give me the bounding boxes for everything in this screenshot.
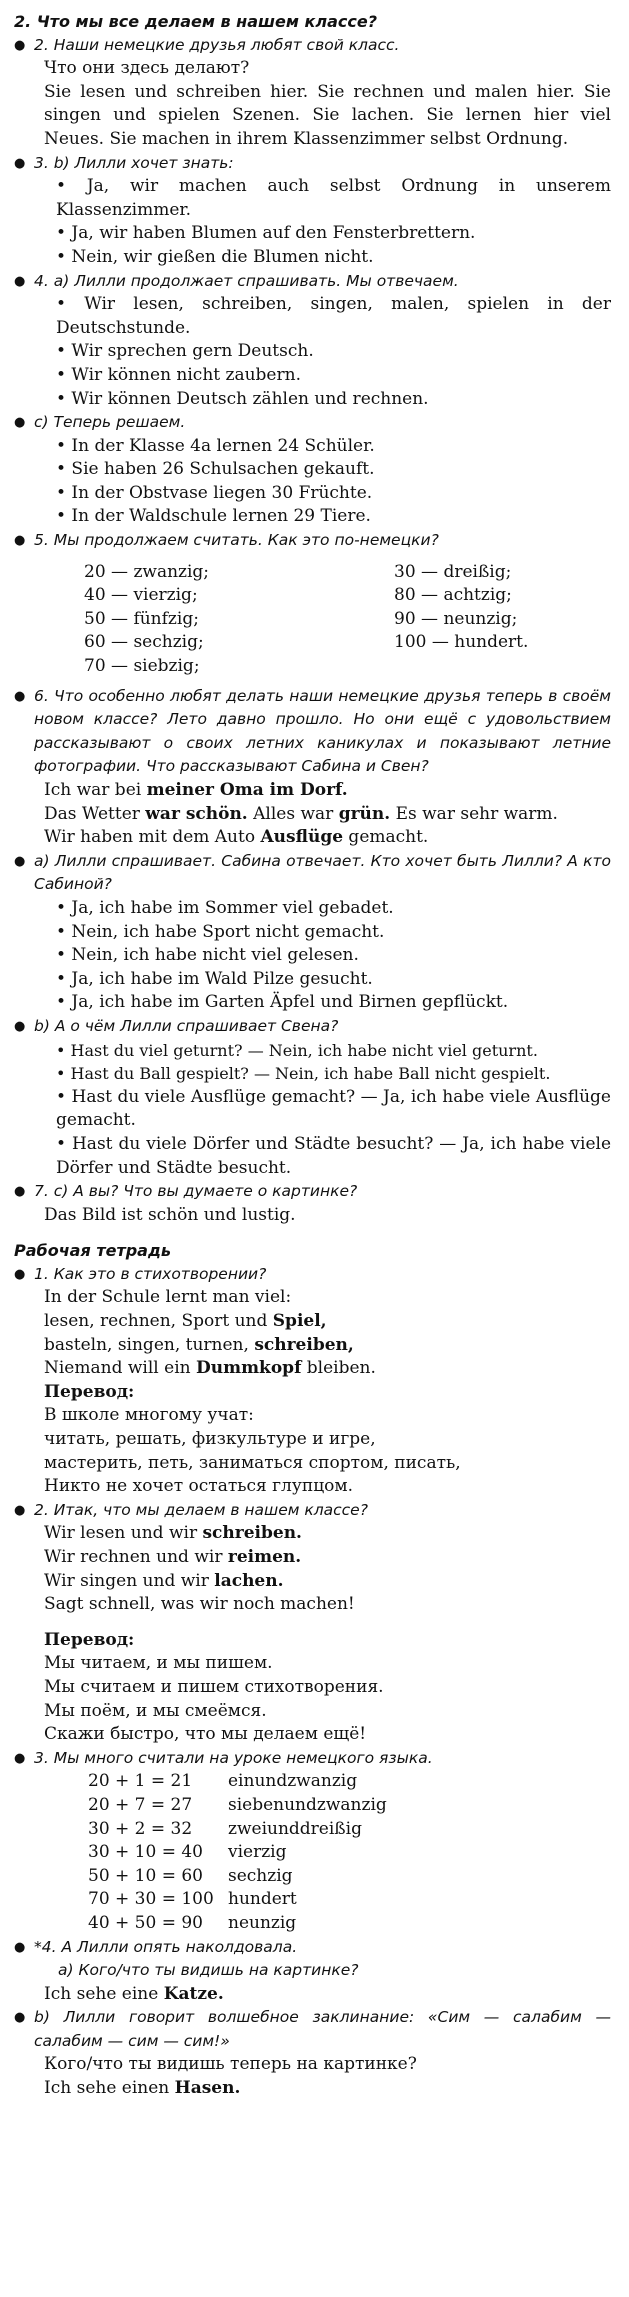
translation-label: Перевод: <box>44 1381 135 1402</box>
number-entry: 30 — dreißig; <box>394 561 512 582</box>
list-item: • Wir können Deutsch zählen und rechnen. <box>56 388 429 409</box>
task-6-line-1: Ich war bei meiner Oma im Dorf. <box>44 780 348 800</box>
wb-2-heading: ● 2. Итак, что мы делаем в нашем классе? <box>14 1499 611 1523</box>
poem-line: Niemand will ein Dummkopf bleiben. <box>44 1358 376 1379</box>
poem-line: basteln, singen, turnen, schreiben, <box>44 1334 354 1355</box>
number-entry: 80 — achtzig; <box>394 585 512 606</box>
translation-line: В школе многому учат: <box>44 1405 254 1426</box>
wb-4b-answer: Ich sehe einen Hasen. <box>44 2078 241 2099</box>
list-item: • Hast du Ball gespielt? — Nein, ich habe Ball nicht gespielt. <box>56 1064 551 1084</box>
task-7c-heading: ● 7. с) А вы? Что вы думаете о картинке? <box>14 1180 611 1204</box>
number-entry: 100 — hundert. <box>394 632 529 653</box>
task-7c-answer: Das Bild ist schön und lustig. <box>44 1204 296 1225</box>
poem-line: Sagt schnell, was wir noch machen! <box>44 1594 355 1615</box>
number-entry: 60 — sechzig; <box>84 632 204 653</box>
number-entry: 40 — vierzig; <box>84 585 198 606</box>
workbook-title: Рабочая тетрадь <box>14 1241 171 1261</box>
translation-line: Скажи быстро, что мы делаем ещё! <box>44 1724 367 1745</box>
translation-line: Мы считаем и пишем стихотворения. <box>44 1676 384 1697</box>
task-6-line-2: Das Wetter war schön. Alles war grün. Es war sehr warm. <box>44 803 558 824</box>
list-item: • Nein, ich habe nicht viel gelesen. <box>56 945 359 966</box>
list-item: • Nein, ich habe Sport nicht gemacht. <box>56 921 385 942</box>
wb-4b-heading: ● b) Лилли говорит волшебное заклинание: «Сим — салабим — салабим — сим — сим!» <box>14 2006 611 2053</box>
sum-row: 70 + 30 = 100 hundert <box>88 1889 297 1910</box>
sum-row: 20 + 7 = 27 siebenundzwanzig <box>88 1794 387 1815</box>
wb-4b-question: Кого/что ты видишь теперь на картинке? <box>44 2054 417 2075</box>
wb-3-heading: ● 3. Мы много считали на уроке немецкого языка. <box>14 1747 611 1771</box>
sum-row: 40 + 50 = 90 neunzig <box>88 1912 297 1933</box>
list-item: • Ja, ich habe im Garten Äpfel und Birnen gepflückt. <box>56 992 509 1013</box>
number-column-right <box>394 561 594 679</box>
list-item: • Hast du viele Dörfer und Städte besucht? — Ja, ich habe viele Dörfer und Städte besucht. <box>56 1133 611 1178</box>
task-4c-heading: ● с) Теперь решаем. <box>14 411 611 435</box>
number-entry: 70 — siebzig; <box>84 656 200 677</box>
wb-4a-answer: Ich sehe eine Katze. <box>44 1983 224 2004</box>
translation-line: Мы поём, и мы смеёмся. <box>44 1700 267 1721</box>
list-item: • Wir können nicht zaubern. <box>56 364 301 385</box>
list-item: • Wir lesen, schreiben, singen, malen, spielen in der Deutschstunde. <box>56 294 611 338</box>
task-6b-heading: ● b) А о чём Лилли спрашивает Свена? <box>14 1015 611 1039</box>
poem-line: In der Schule lernt man viel: <box>44 1287 292 1308</box>
task-3b-heading: ● 3. b) Лилли хочет знать: <box>14 152 611 176</box>
list-item: • In der Obstvase liegen 30 Früchte. <box>56 482 373 503</box>
list-item: • Ja, ich habe im Wald Pilze gesucht. <box>56 968 373 989</box>
poem-line: lesen, rechnen, Sport und Spiel, <box>44 1311 327 1332</box>
task-6-heading: ● 6. Что особенно любят делать наши немецкие друзья теперь в своём новом классе? Лето давно прошло. Но они ещё с удовольствием рассказывают о своих летних каникулах и показывают летние фотографии. Что рассказывают Сабина и Свен? <box>14 685 611 779</box>
task-6-line-3: Wir haben mit dem Auto Ausflüge gemacht. <box>44 827 429 848</box>
number-entry: 90 — neunzig; <box>394 608 518 629</box>
list-item: • In der Klasse 4a lernen 24 Schüler. <box>56 435 375 456</box>
translation-line: мастерить, петь, заниматься спортом, писать, <box>44 1452 461 1473</box>
sum-row: 20 + 1 = 21 einundzwanzig <box>88 1771 358 1792</box>
poem-line: Wir singen und wir lachen. <box>44 1570 284 1591</box>
number-table <box>14 561 611 679</box>
list-item: • Ja, wir haben Blumen auf den Fensterbrettern. <box>56 223 476 244</box>
list-item: • Hast du viel geturnt? — Nein, ich habe nicht viel geturnt. <box>56 1040 538 1060</box>
task-2-paragraph: Sie lesen und schreiben hier. Sie rechnen und malen hier. Sie singen und spielen Szenen. Sie lachen. Sie lernen hier viel Neues. Sie machen in ihrem Klassenzimmer selbst Ordnung. <box>44 81 611 149</box>
list-item: • Hast du viele Ausflüge gemacht? — Ja, ich habe viele Ausflüge gemacht. <box>56 1086 611 1131</box>
section-title: 2. Что мы все делаем в нашем классе? <box>14 12 377 31</box>
list-item: • Ja, wir machen auch selbst Ordnung in unserem Klassenzimmer. <box>56 176 611 220</box>
translation-line: Никто не хочет остаться глупцом. <box>44 1476 353 1497</box>
task-2-question: Что они здесь делают? <box>44 58 250 79</box>
number-entry: 20 — zwanzig; <box>84 561 210 582</box>
task-6a-heading: ● а) Лилли спрашивает. Сабина отвечает. Кто хочет быть Лилли? А кто Сабиной? <box>14 850 611 897</box>
translation-label: Перевод: <box>44 1629 135 1650</box>
number-entry: 50 — fünfzig; <box>84 608 199 629</box>
list-item: • Sie haben 26 Schulsachen gekauft. <box>56 459 375 480</box>
poem-line: Wir lesen und wir schreiben. <box>44 1523 302 1544</box>
wb-4-heading: ● *4. А Лилли опять наколдовала. <box>14 1936 611 1960</box>
sum-table <box>14 1770 611 1935</box>
translation-line: читать, решать, физкультуре и игре, <box>44 1429 376 1450</box>
wb-1-heading: ● 1. Как это в стихотворении? <box>14 1263 611 1287</box>
list-item: • In der Waldschule lernen 29 Tiere. <box>56 506 371 527</box>
sum-row: 30 + 10 = 40 vierzig <box>88 1842 287 1863</box>
wb-4a-subheading: а) Кого/что ты видишь на картинке? <box>58 1961 359 1980</box>
task-4a-heading: ● 4. а) Лилли продолжает спрашивать. Мы отвечаем. <box>14 270 611 294</box>
task-5-heading: ● 5. Мы продолжаем считать. Как это по-немецки? <box>14 529 611 553</box>
list-item: • Wir sprechen gern Deutsch. <box>56 341 314 362</box>
task-2-heading: ● 2. Наши немецкие друзья любят свой класс. <box>14 34 611 58</box>
list-item: • Nein, wir gießen die Blumen nicht. <box>56 246 374 267</box>
number-column-left <box>84 561 394 679</box>
poem-line: Wir rechnen und wir reimen. <box>44 1547 302 1567</box>
translation-line: Мы читаем, и мы пишем. <box>44 1653 273 1674</box>
sum-row: 50 + 10 = 60 sechzig <box>88 1865 293 1886</box>
sum-row: 30 + 2 = 32 zweiunddreißig <box>88 1818 362 1839</box>
list-item: • Ja, ich habe im Sommer viel gebadet. <box>56 897 394 918</box>
